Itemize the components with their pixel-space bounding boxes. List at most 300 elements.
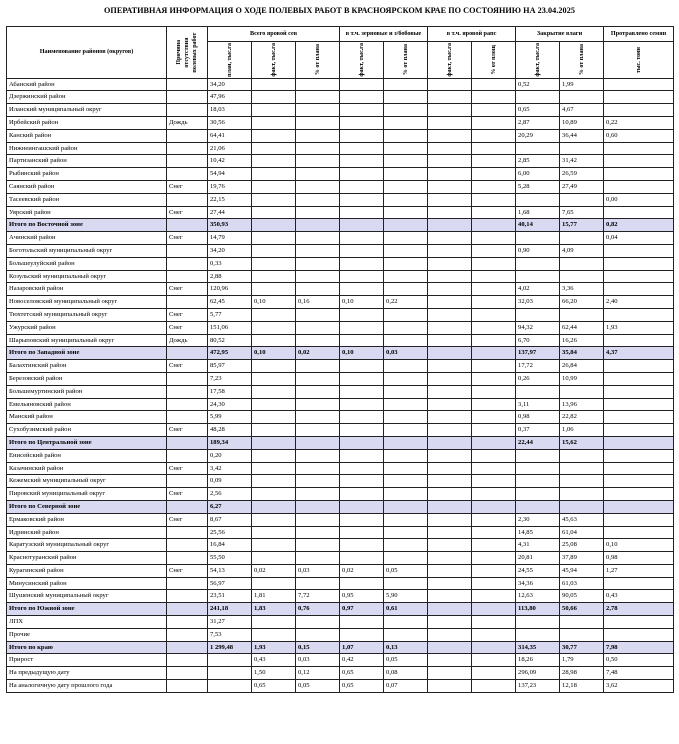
cell-rapeseed-pct <box>472 244 516 257</box>
cell-plan-value: 27,44 <box>208 206 252 219</box>
cell-reason <box>167 155 208 168</box>
cell-sowing-fact: 1,93 <box>252 641 296 654</box>
cell-grain-fact <box>340 628 384 641</box>
cell-moisture-fact: 3,11 <box>516 398 560 411</box>
cell-rapeseed-fact <box>428 449 472 462</box>
cell-sowing-pct <box>296 308 340 321</box>
table-row <box>7 334 674 347</box>
cell-rapeseed-fact <box>428 155 472 168</box>
cell-fertilizer-tonnes <box>604 206 674 219</box>
header-fact-3: факт, тыс.га <box>428 41 472 78</box>
cell-district-name: Ужурский район <box>7 321 167 334</box>
cell-fertilizer-tonnes <box>604 628 674 641</box>
cell-rapeseed-fact <box>428 372 472 385</box>
cell-grain-fact <box>340 436 384 449</box>
cell-moisture-pct <box>560 193 604 206</box>
cell-district-name: Боготольский муниципальный округ <box>7 244 167 257</box>
cell-plan-value: 31,27 <box>208 616 252 629</box>
cell-rapeseed-fact <box>428 78 472 91</box>
cell-sowing-fact <box>252 424 296 437</box>
cell-rapeseed-pct <box>472 564 516 577</box>
table-row <box>7 526 674 539</box>
cell-sowing-fact <box>252 283 296 296</box>
cell-moisture-fact: 20,29 <box>516 129 560 142</box>
table-row <box>7 296 674 309</box>
cell-plan-value: 472,95 <box>208 347 252 360</box>
cell-rapeseed-pct <box>472 436 516 449</box>
table-row-total <box>7 347 674 360</box>
cell-reason <box>167 296 208 309</box>
cell-grain-pct <box>384 142 428 155</box>
cell-grain-pct <box>384 180 428 193</box>
cell-reason: Снег <box>167 488 208 501</box>
cell-rapeseed-fact <box>428 142 472 155</box>
cell-grain-pct <box>384 436 428 449</box>
cell-grain-fact: 0,02 <box>340 564 384 577</box>
cell-moisture-fact: 12,63 <box>516 590 560 603</box>
cell-grain-pct <box>384 526 428 539</box>
cell-sowing-fact <box>252 449 296 462</box>
cell-sowing-pct <box>296 257 340 270</box>
cell-district-name: Большеулуйский район <box>7 257 167 270</box>
cell-reason <box>167 526 208 539</box>
cell-rapeseed-fact <box>428 334 472 347</box>
cell-moisture-pct: 62,44 <box>560 321 604 334</box>
cell-sowing-pct <box>296 526 340 539</box>
cell-sowing-fact: 0,10 <box>252 347 296 360</box>
table-row <box>7 244 674 257</box>
cell-sowing-pct <box>296 117 340 130</box>
cell-fertilizer-tonnes <box>604 104 674 117</box>
table-row-total <box>7 436 674 449</box>
cell-sowing-pct <box>296 168 340 181</box>
cell-rapeseed-pct <box>472 270 516 283</box>
table-row-total <box>7 500 674 513</box>
cell-rapeseed-pct <box>472 232 516 245</box>
cell-moisture-pct: 7,65 <box>560 206 604 219</box>
cell-rapeseed-fact <box>428 667 472 680</box>
cell-grain-fact <box>340 168 384 181</box>
table-row <box>7 462 674 475</box>
table-row <box>7 667 674 680</box>
cell-rapeseed-fact <box>428 360 472 373</box>
cell-rapeseed-pct <box>472 590 516 603</box>
cell-sowing-fact: 0,10 <box>252 296 296 309</box>
cell-sowing-pct <box>296 616 340 629</box>
cell-grain-fact <box>340 539 384 552</box>
cell-sowing-pct <box>296 91 340 104</box>
cell-sowing-fact: 0,65 <box>252 680 296 693</box>
cell-sowing-fact <box>252 180 296 193</box>
cell-sowing-fact <box>252 500 296 513</box>
cell-rapeseed-fact <box>428 424 472 437</box>
cell-moisture-pct: 4,09 <box>560 244 604 257</box>
cell-reason <box>167 500 208 513</box>
cell-moisture-pct: 45,94 <box>560 564 604 577</box>
cell-grain-fact <box>340 78 384 91</box>
cell-reason <box>167 411 208 424</box>
cell-district-name: Итого по Восточной зоне <box>7 219 167 232</box>
cell-plan-value: 10,42 <box>208 155 252 168</box>
cell-moisture-fact: 296,09 <box>516 667 560 680</box>
cell-grain-pct <box>384 513 428 526</box>
table-row <box>7 385 674 398</box>
cell-plan-value: 25,56 <box>208 526 252 539</box>
cell-grain-pct <box>384 628 428 641</box>
cell-district-name: Тюхтетский муниципальный округ <box>7 308 167 321</box>
cell-grain-fact <box>340 385 384 398</box>
cell-plan-value: 21,06 <box>208 142 252 155</box>
cell-district-name: Курагинский район <box>7 564 167 577</box>
cell-fertilizer-tonnes <box>604 475 674 488</box>
cell-moisture-pct: 66,20 <box>560 296 604 309</box>
cell-moisture-fact: 113,80 <box>516 603 560 616</box>
cell-plan-value: 151,06 <box>208 321 252 334</box>
cell-moisture-fact: 0,65 <box>516 104 560 117</box>
cell-grain-fact <box>340 308 384 321</box>
cell-plan-value: 54,94 <box>208 168 252 181</box>
cell-grain-fact <box>340 462 384 475</box>
cell-moisture-fact: 0,37 <box>516 424 560 437</box>
header-pct-2: % от плана <box>384 41 428 78</box>
cell-reason: Снег <box>167 232 208 245</box>
cell-sowing-fact <box>252 526 296 539</box>
cell-rapeseed-fact <box>428 117 472 130</box>
cell-fertilizer-tonnes <box>604 526 674 539</box>
cell-sowing-pct <box>296 206 340 219</box>
cell-reason <box>167 577 208 590</box>
cell-moisture-pct: 22,82 <box>560 411 604 424</box>
cell-plan-value: 47,96 <box>208 91 252 104</box>
cell-moisture-fact <box>516 308 560 321</box>
cell-grain-pct: 0,05 <box>384 564 428 577</box>
cell-reason <box>167 142 208 155</box>
table-row <box>7 91 674 104</box>
cell-rapeseed-fact <box>428 590 472 603</box>
cell-moisture-pct: 15,62 <box>560 436 604 449</box>
cell-grain-pct <box>384 385 428 398</box>
cell-sowing-pct <box>296 104 340 117</box>
table-row <box>7 616 674 629</box>
cell-plan-value: 5,99 <box>208 411 252 424</box>
cell-sowing-pct <box>296 488 340 501</box>
cell-fertilizer-tonnes <box>604 244 674 257</box>
cell-grain-fact: 0,65 <box>340 667 384 680</box>
cell-rapeseed-pct <box>472 680 516 693</box>
cell-rapeseed-pct <box>472 78 516 91</box>
cell-fertilizer-tonnes <box>604 155 674 168</box>
cell-fertilizer-tonnes <box>604 270 674 283</box>
cell-reason <box>167 616 208 629</box>
header-fact-2: факт, тыс.га <box>340 41 384 78</box>
cell-reason: Снег <box>167 206 208 219</box>
cell-moisture-pct: 3,36 <box>560 283 604 296</box>
cell-rapeseed-pct <box>472 449 516 462</box>
cell-grain-pct <box>384 411 428 424</box>
header-fertilizer: Протравлено семян <box>604 27 674 42</box>
table-row <box>7 129 674 142</box>
cell-grain-fact <box>340 616 384 629</box>
cell-reason: Снег <box>167 462 208 475</box>
cell-sowing-pct <box>296 539 340 552</box>
cell-sowing-pct <box>296 321 340 334</box>
cell-rapeseed-fact <box>428 526 472 539</box>
cell-grain-pct <box>384 270 428 283</box>
cell-moisture-pct: 4,67 <box>560 104 604 117</box>
cell-fertilizer-tonnes: 7,48 <box>604 667 674 680</box>
cell-moisture-pct: 27,49 <box>560 180 604 193</box>
cell-moisture-pct <box>560 500 604 513</box>
cell-reason: Снег <box>167 424 208 437</box>
cell-district-name: Саянский район <box>7 180 167 193</box>
cell-sowing-pct <box>296 385 340 398</box>
table-row <box>7 654 674 667</box>
cell-sowing-pct <box>296 424 340 437</box>
cell-rapeseed-pct <box>472 206 516 219</box>
cell-fertilizer-tonnes <box>604 78 674 91</box>
cell-sowing-fact <box>252 385 296 398</box>
cell-moisture-pct: 28,98 <box>560 667 604 680</box>
cell-sowing-fact <box>252 117 296 130</box>
cell-grain-pct: 0,61 <box>384 603 428 616</box>
cell-fertilizer-tonnes: 2,40 <box>604 296 674 309</box>
cell-sowing-pct <box>296 180 340 193</box>
cell-fertilizer-tonnes <box>604 360 674 373</box>
cell-moisture-pct: 13,96 <box>560 398 604 411</box>
cell-grain-pct: 5,90 <box>384 590 428 603</box>
cell-grain-fact: 0,97 <box>340 603 384 616</box>
cell-grain-fact: 1,07 <box>340 641 384 654</box>
cell-grain-pct <box>384 449 428 462</box>
cell-sowing-pct <box>296 398 340 411</box>
cell-sowing-pct: 0,76 <box>296 603 340 616</box>
cell-grain-fact <box>340 244 384 257</box>
cell-rapeseed-fact <box>428 91 472 104</box>
cell-rapeseed-fact <box>428 500 472 513</box>
cell-reason <box>167 129 208 142</box>
cell-sowing-pct <box>296 283 340 296</box>
cell-plan-value: 189,34 <box>208 436 252 449</box>
cell-moisture-pct: 1,06 <box>560 424 604 437</box>
cell-rapeseed-fact <box>428 398 472 411</box>
cell-rapeseed-pct <box>472 526 516 539</box>
cell-rapeseed-pct <box>472 411 516 424</box>
cell-grain-fact: 0,10 <box>340 296 384 309</box>
cell-reason: Дождь <box>167 334 208 347</box>
cell-moisture-pct: 35,84 <box>560 347 604 360</box>
cell-sowing-pct: 0,02 <box>296 347 340 360</box>
cell-sowing-pct <box>296 193 340 206</box>
cell-moisture-pct: 26,84 <box>560 360 604 373</box>
cell-moisture-fact <box>516 91 560 104</box>
table-row <box>7 283 674 296</box>
table-row <box>7 104 674 117</box>
cell-rapeseed-pct <box>472 257 516 270</box>
cell-sowing-pct <box>296 372 340 385</box>
cell-sowing-pct <box>296 411 340 424</box>
header-fact-4: факт, тыс.га <box>516 41 560 78</box>
cell-reason <box>167 603 208 616</box>
cell-district-name: Манский район <box>7 411 167 424</box>
cell-district-name: Иланский муниципальный округ <box>7 104 167 117</box>
cell-plan-value: 8,67 <box>208 513 252 526</box>
cell-grain-fact <box>340 257 384 270</box>
cell-moisture-fact: 18,26 <box>516 654 560 667</box>
cell-reason: Снег <box>167 180 208 193</box>
cell-reason <box>167 347 208 360</box>
cell-sowing-fact: 1,50 <box>252 667 296 680</box>
cell-grain-pct <box>384 462 428 475</box>
cell-district-name: Краснотуранский район <box>7 552 167 565</box>
cell-grain-pct <box>384 206 428 219</box>
cell-plan-value: 2,88 <box>208 270 252 283</box>
cell-sowing-fact <box>252 398 296 411</box>
cell-rapeseed-fact <box>428 296 472 309</box>
cell-plan-value: 23,51 <box>208 590 252 603</box>
cell-grain-fact: 0,10 <box>340 347 384 360</box>
cell-plan-value: 0,20 <box>208 449 252 462</box>
cell-moisture-fact: 2,85 <box>516 155 560 168</box>
cell-district-name: Уярский район <box>7 206 167 219</box>
cell-rapeseed-pct <box>472 129 516 142</box>
cell-plan-value: 24,30 <box>208 398 252 411</box>
cell-fertilizer-tonnes <box>604 334 674 347</box>
cell-reason <box>167 244 208 257</box>
cell-reason <box>167 667 208 680</box>
cell-grain-fact <box>340 104 384 117</box>
cell-district-name: Партизанский район <box>7 155 167 168</box>
cell-rapeseed-fact <box>428 641 472 654</box>
cell-plan-value: 64,41 <box>208 129 252 142</box>
cell-moisture-fact: 0,98 <box>516 411 560 424</box>
cell-reason <box>167 654 208 667</box>
cell-rapeseed-fact <box>428 577 472 590</box>
cell-moisture-fact: 2,30 <box>516 513 560 526</box>
cell-rapeseed-pct <box>472 539 516 552</box>
cell-moisture-pct <box>560 232 604 245</box>
cell-moisture-fact: 0,90 <box>516 244 560 257</box>
cell-moisture-pct: 25,08 <box>560 539 604 552</box>
cell-moisture-pct <box>560 616 604 629</box>
cell-sowing-fact <box>252 321 296 334</box>
table-row <box>7 155 674 168</box>
cell-grain-fact <box>340 360 384 373</box>
cell-grain-pct <box>384 129 428 142</box>
cell-rapeseed-fact <box>428 270 472 283</box>
cell-grain-fact: 0,95 <box>340 590 384 603</box>
cell-district-name: Емельяновский район <box>7 398 167 411</box>
cell-grain-fact <box>340 475 384 488</box>
cell-sowing-fact <box>252 232 296 245</box>
cell-reason: Снег <box>167 321 208 334</box>
cell-fertilizer-tonnes <box>604 577 674 590</box>
cell-plan-value: 55,50 <box>208 552 252 565</box>
cell-reason <box>167 168 208 181</box>
cell-reason <box>167 449 208 462</box>
table-body <box>7 78 674 692</box>
cell-grain-pct: 0,08 <box>384 667 428 680</box>
cell-fertilizer-tonnes: 4,37 <box>604 347 674 360</box>
table-row <box>7 117 674 130</box>
cell-sowing-pct <box>296 142 340 155</box>
cell-fertilizer-tonnes <box>604 372 674 385</box>
cell-moisture-pct: 26,59 <box>560 168 604 181</box>
cell-plan-value: 0,09 <box>208 475 252 488</box>
cell-fertilizer-tonnes: 7,98 <box>604 641 674 654</box>
cell-grain-pct <box>384 257 428 270</box>
cell-reason: Снег <box>167 308 208 321</box>
table-row <box>7 552 674 565</box>
cell-moisture-pct: 1,99 <box>560 78 604 91</box>
cell-rapeseed-pct <box>472 372 516 385</box>
cell-fertilizer-tonnes <box>604 168 674 181</box>
cell-sowing-pct: 0,15 <box>296 641 340 654</box>
cell-rapeseed-fact <box>428 308 472 321</box>
cell-grain-fact <box>340 91 384 104</box>
cell-district-name: Прочие <box>7 628 167 641</box>
cell-reason <box>167 641 208 654</box>
cell-moisture-pct: 90,05 <box>560 590 604 603</box>
cell-sowing-pct <box>296 360 340 373</box>
cell-rapeseed-pct <box>472 398 516 411</box>
cell-moisture-fact <box>516 628 560 641</box>
cell-district-name: Шушенский муниципальный округ <box>7 590 167 603</box>
cell-grain-pct <box>384 219 428 232</box>
cell-district-name: Итого по Западной зоне <box>7 347 167 360</box>
cell-rapeseed-fact <box>428 257 472 270</box>
cell-reason <box>167 539 208 552</box>
cell-reason <box>167 257 208 270</box>
cell-district-name: Прирост <box>7 654 167 667</box>
cell-grain-fact <box>340 411 384 424</box>
cell-plan-value: 2,56 <box>208 488 252 501</box>
cell-sowing-fact <box>252 155 296 168</box>
cell-moisture-pct <box>560 488 604 501</box>
cell-district-name: На предыдущую дату <box>7 667 167 680</box>
cell-sowing-pct <box>296 78 340 91</box>
cell-fertilizer-tonnes: 0,43 <box>604 590 674 603</box>
cell-moisture-fact: 0,52 <box>516 78 560 91</box>
cell-fertilizer-tonnes <box>604 91 674 104</box>
cell-rapeseed-pct <box>472 168 516 181</box>
cell-district-name: Рыбинский район <box>7 168 167 181</box>
table-row <box>7 321 674 334</box>
cell-district-name: Дзержинский район <box>7 91 167 104</box>
cell-reason <box>167 91 208 104</box>
cell-district-name: Ачинский район <box>7 232 167 245</box>
cell-grain-pct: 0,05 <box>384 654 428 667</box>
table-row <box>7 449 674 462</box>
cell-moisture-pct <box>560 308 604 321</box>
cell-grain-fact <box>340 180 384 193</box>
cell-rapeseed-pct <box>472 577 516 590</box>
cell-sowing-fact <box>252 334 296 347</box>
cell-moisture-fact: 40,14 <box>516 219 560 232</box>
cell-moisture-fact: 24,55 <box>516 564 560 577</box>
cell-district-name: Балахтинский район <box>7 360 167 373</box>
cell-grain-fact <box>340 129 384 142</box>
field-works-table <box>6 26 674 693</box>
cell-moisture-fact: 17,72 <box>516 360 560 373</box>
cell-moisture-fact: 314,35 <box>516 641 560 654</box>
cell-moisture-fact: 32,03 <box>516 296 560 309</box>
cell-grain-fact <box>340 398 384 411</box>
cell-rapeseed-pct <box>472 334 516 347</box>
cell-grain-pct: 0,07 <box>384 680 428 693</box>
cell-sowing-fact <box>252 372 296 385</box>
cell-fertilizer-tonnes: 3,62 <box>604 680 674 693</box>
cell-moisture-fact: 34,36 <box>516 577 560 590</box>
